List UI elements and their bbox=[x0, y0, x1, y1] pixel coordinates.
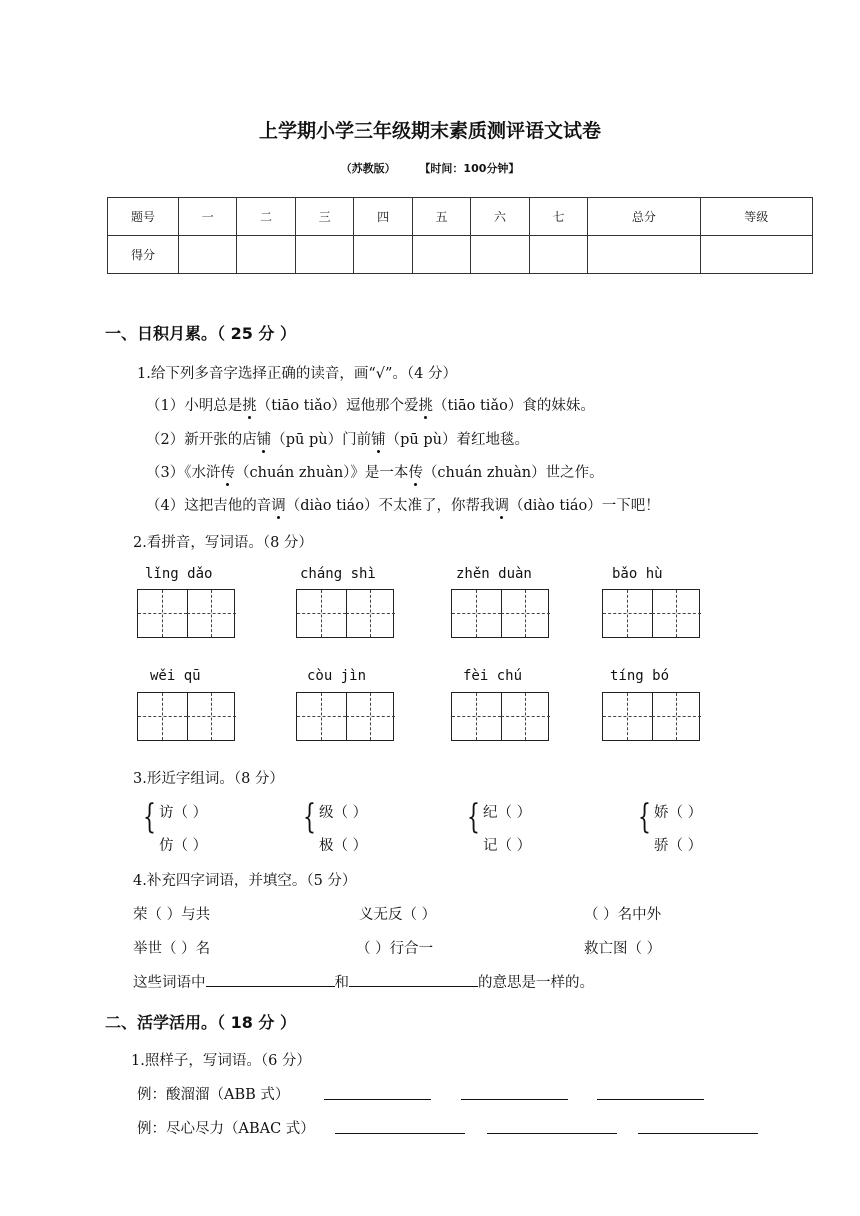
text-segment: 这些词语中 bbox=[133, 975, 206, 991]
text-segment: （1）小明总是 bbox=[146, 398, 243, 414]
answer-blank[interactable] bbox=[335, 1133, 465, 1134]
question-line bbox=[146, 428, 529, 449]
score-cell[interactable] bbox=[529, 236, 587, 274]
score-table bbox=[107, 197, 813, 274]
score-table-header-row bbox=[108, 198, 813, 236]
writing-grid[interactable] bbox=[296, 692, 394, 741]
answer-blank[interactable] bbox=[461, 1099, 568, 1100]
answer-blank[interactable] bbox=[206, 970, 335, 987]
table-cell: 三 bbox=[295, 198, 353, 236]
brace-icon: { bbox=[467, 797, 480, 837]
idiom-item: （ ）行合一 bbox=[356, 941, 434, 957]
idiom-item: 荣（ ）与共 bbox=[133, 907, 211, 923]
text-segment: （tiāo tiǎo）逗他那个爱 bbox=[256, 398, 419, 414]
writing-grid[interactable] bbox=[296, 589, 394, 638]
word-pair-top: 级（ ） bbox=[319, 805, 368, 821]
score-cell[interactable] bbox=[354, 236, 412, 274]
word-pair-top: 娇（ ） bbox=[654, 805, 703, 821]
writing-grid[interactable] bbox=[451, 692, 549, 741]
text-segment: （3）《水浒 bbox=[146, 465, 221, 481]
marked-character: 挑 bbox=[242, 398, 257, 414]
marked-character: 调 bbox=[494, 498, 509, 514]
question-line bbox=[146, 394, 595, 415]
word-pair-bottom: 记（ ） bbox=[483, 838, 532, 854]
text-segment: （tiāo tiǎo）食的妹妹。 bbox=[433, 398, 595, 414]
answer-blank[interactable] bbox=[487, 1133, 617, 1134]
text-segment: 的意思是一样的。 bbox=[478, 975, 594, 991]
word-pair-bottom: 仿（ ） bbox=[159, 838, 208, 854]
question-line bbox=[146, 494, 660, 515]
score-cell[interactable] bbox=[412, 236, 470, 274]
word-pair-top: 访（ ） bbox=[159, 805, 208, 821]
idiom-item: 举世（ ）名 bbox=[133, 941, 211, 957]
text-segment: （pū pù）着红地毯。 bbox=[385, 432, 529, 448]
text-segment: （chuán zhuàn）》是一本 bbox=[234, 465, 409, 481]
question-prompt: 1.给下列多音字选择正确的读音，画“√”。（4 分） bbox=[137, 366, 457, 382]
score-cell[interactable] bbox=[295, 236, 353, 274]
question-prompt: 3.形近字组词。（8 分） bbox=[133, 771, 284, 787]
score-cell[interactable] bbox=[700, 236, 812, 274]
text-segment: （2）新开张的店 bbox=[146, 432, 257, 448]
idiom-item: 义无反（ ） bbox=[359, 907, 437, 923]
score-cell[interactable] bbox=[588, 236, 700, 274]
table-cell: 六 bbox=[471, 198, 529, 236]
writing-grid[interactable] bbox=[137, 589, 235, 638]
page-title: 上学期小学三年级期末素质测评语文试卷 bbox=[258, 120, 601, 142]
marked-character: 挑 bbox=[418, 398, 434, 414]
table-cell: 五 bbox=[412, 198, 470, 236]
marked-character: 铺 bbox=[256, 432, 272, 448]
section-heading: 一、日积月累。（ 25 分 ） bbox=[105, 324, 296, 343]
text-segment: 和 bbox=[334, 975, 349, 991]
answer-blank[interactable] bbox=[324, 1099, 431, 1100]
writing-grid[interactable] bbox=[602, 692, 700, 741]
text-segment: （diào tiáo）不太准了，你帮我 bbox=[285, 498, 495, 514]
answer-blank[interactable] bbox=[597, 1099, 704, 1100]
answer-blank[interactable] bbox=[638, 1133, 758, 1134]
brace-icon: { bbox=[143, 797, 156, 837]
question-line bbox=[146, 461, 604, 482]
table-cell: 四 bbox=[354, 198, 412, 236]
example-line bbox=[137, 1117, 315, 1138]
pinyin-label: lǐng dǎo bbox=[145, 566, 213, 582]
fill-sentence bbox=[133, 970, 594, 992]
pinyin-label: wěi qū bbox=[150, 668, 201, 684]
subtitle bbox=[0, 160, 860, 176]
marked-character: 传 bbox=[220, 465, 235, 481]
table-cell: 得分 bbox=[108, 236, 179, 274]
score-cell[interactable] bbox=[237, 236, 295, 274]
idiom-item: （ ）名中外 bbox=[584, 907, 662, 923]
marked-character: 铺 bbox=[371, 432, 386, 448]
example-label: 例：尽心尽力（ABAC 式） bbox=[137, 1121, 315, 1137]
score-cell[interactable] bbox=[179, 236, 237, 274]
text-segment: （chuán zhuàn）世之作。 bbox=[422, 465, 604, 481]
marked-character: 调 bbox=[271, 498, 286, 514]
pinyin-label: tíng bó bbox=[610, 668, 670, 684]
table-cell: 题号 bbox=[108, 198, 179, 236]
pinyin-label: bǎo hù bbox=[612, 566, 663, 582]
question-prompt: 1.照样子，写词语。（6 分） bbox=[131, 1053, 311, 1069]
word-pair-bottom: 极（ ） bbox=[319, 838, 368, 854]
table-cell: 七 bbox=[529, 198, 587, 236]
brace-icon: { bbox=[638, 797, 651, 837]
table-cell: 等级 bbox=[700, 198, 812, 236]
table-cell: 二 bbox=[237, 198, 295, 236]
question-prompt: 4.补充四字词语，并填空。（5 分） bbox=[133, 873, 357, 889]
text-segment: （diào tiáo）一下吧！ bbox=[508, 498, 660, 514]
pinyin-label: fèi chú bbox=[463, 668, 523, 684]
writing-grid[interactable] bbox=[137, 692, 235, 741]
example-label: 例：酸溜溜（ABB 式） bbox=[137, 1087, 290, 1103]
text-segment: （pū pù）门前 bbox=[271, 432, 372, 448]
writing-grid[interactable] bbox=[451, 589, 549, 638]
score-table-score-row bbox=[108, 236, 813, 274]
score-cell[interactable] bbox=[471, 236, 529, 274]
section-heading: 二、活学活用。（ 18 分 ） bbox=[105, 1013, 296, 1032]
time-label: 【时间：100分钟】 bbox=[419, 162, 520, 175]
pinyin-label: còu jìn bbox=[307, 668, 367, 684]
brace-icon: { bbox=[303, 797, 316, 837]
example-line bbox=[137, 1083, 289, 1104]
table-cell: 一 bbox=[179, 198, 237, 236]
table-cell: 总分 bbox=[588, 198, 700, 236]
writing-grid[interactable] bbox=[602, 589, 700, 638]
answer-blank[interactable] bbox=[349, 970, 478, 987]
word-pair-bottom: 骄（ ） bbox=[654, 838, 703, 854]
word-pair-top: 纪（ ） bbox=[483, 805, 532, 821]
pinyin-label: zhěn duàn bbox=[456, 566, 532, 582]
idiom-item: 救亡图（ ） bbox=[584, 941, 662, 957]
pinyin-label: cháng shì bbox=[300, 566, 376, 582]
marked-character: 传 bbox=[408, 465, 423, 481]
text-segment: （4）这把吉他的音 bbox=[146, 498, 272, 514]
question-prompt: 2.看拼音，写词语。（8 分） bbox=[133, 535, 313, 551]
edition-label: （苏教版） bbox=[340, 162, 396, 175]
